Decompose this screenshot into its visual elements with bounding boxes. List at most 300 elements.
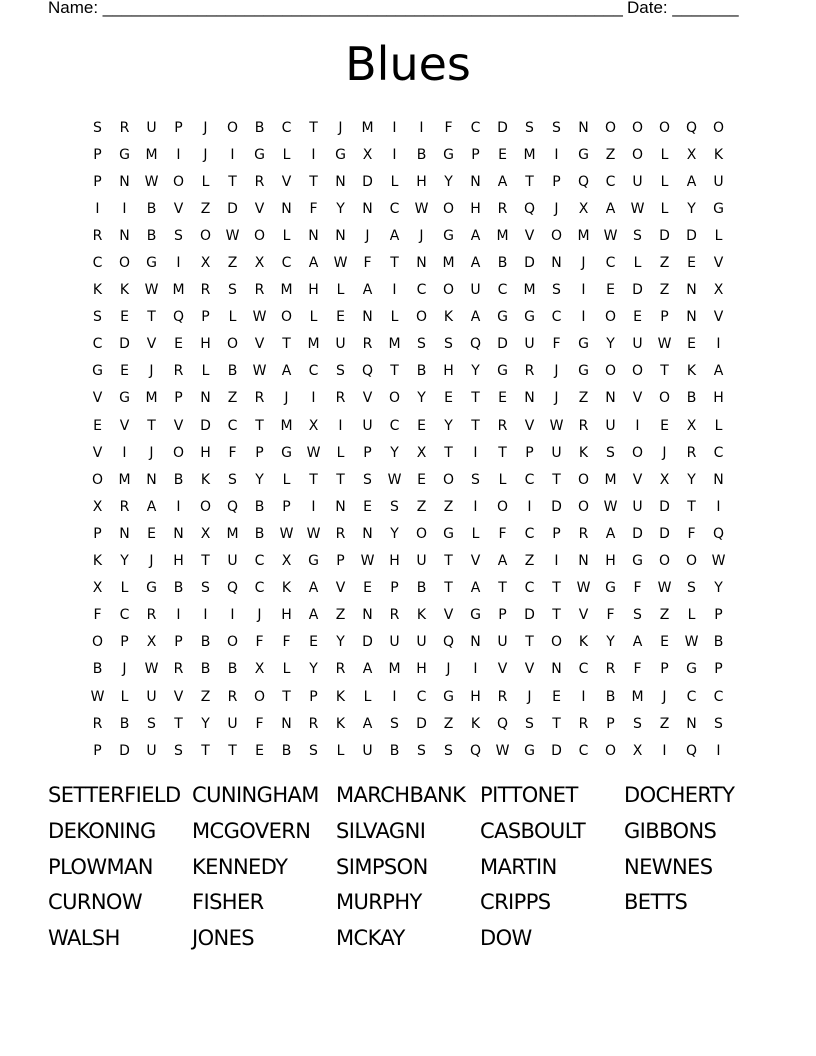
grid-letter: E xyxy=(660,634,669,651)
grid-letter: A xyxy=(470,255,481,272)
grid-letter: O xyxy=(550,634,563,651)
grid-letter: J xyxy=(662,688,667,705)
grid-letter: S xyxy=(444,336,453,353)
grid-letter: X xyxy=(146,634,157,651)
grid-letter: O xyxy=(226,119,239,136)
grid-letter: Y xyxy=(201,715,210,732)
grid-row xyxy=(84,439,732,466)
word-bank-item: KENNEDY xyxy=(192,854,288,879)
grid-letter: P xyxy=(93,146,102,163)
grid-letter: L xyxy=(282,146,291,163)
grid-letter: I xyxy=(716,498,721,515)
grid-letter: D xyxy=(551,498,562,515)
grid-letter: O xyxy=(226,634,239,651)
grid-letter: T xyxy=(444,580,453,597)
grid-letter: P xyxy=(660,309,669,326)
grid-letter: L xyxy=(336,742,345,759)
grid-letter: A xyxy=(470,227,481,244)
grid-letter: T xyxy=(336,471,345,488)
grid-letter: U xyxy=(470,282,481,299)
grid-letter: B xyxy=(200,661,211,678)
grid-letter: T xyxy=(201,742,210,759)
grid-letter: H xyxy=(308,282,319,299)
grid-letter: K xyxy=(92,553,103,570)
grid-letter: V xyxy=(713,255,724,272)
grid-letter: Y xyxy=(687,471,696,488)
grid-letter: W xyxy=(144,282,159,299)
grid-letter: T xyxy=(309,173,318,190)
grid-letter: J xyxy=(554,200,559,217)
grid-letter: Z xyxy=(659,607,670,624)
grid-letter: M xyxy=(577,227,590,244)
grid-letter: Z xyxy=(227,390,238,407)
grid-letter: S xyxy=(390,498,399,515)
grid-row xyxy=(84,412,732,439)
grid-letter: A xyxy=(308,580,319,597)
grid-letter: E xyxy=(120,309,129,326)
grid-row xyxy=(84,602,732,629)
grid-letter: P xyxy=(714,607,723,624)
word-bank-item: MARTIN xyxy=(480,854,557,879)
grid-letter: L xyxy=(201,173,210,190)
grid-letter: I xyxy=(230,146,235,163)
grid-row xyxy=(84,222,732,249)
grid-letter: O xyxy=(631,146,644,163)
grid-letter: G xyxy=(578,146,589,163)
grid-letter: H xyxy=(605,553,616,570)
grid-letter: O xyxy=(550,227,563,244)
grid-letter: Q xyxy=(226,498,239,515)
grid-letter: F xyxy=(444,119,453,136)
grid-letter: S xyxy=(228,282,237,299)
grid-letter: T xyxy=(228,742,237,759)
word-bank-item: CUNINGHAM xyxy=(192,783,319,807)
grid-letter: X xyxy=(281,553,292,570)
grid-letter: E xyxy=(120,363,129,380)
grid-letter: B xyxy=(146,227,157,244)
grid-letter: R xyxy=(254,390,265,407)
grid-letter: Q xyxy=(685,119,698,136)
grid-letter: X xyxy=(578,200,589,217)
grid-letter: O xyxy=(577,498,590,515)
grid-letter: S xyxy=(633,227,642,244)
grid-letter: Y xyxy=(714,580,723,597)
grid-letter: L xyxy=(282,471,291,488)
word-bank-item: CRIPPS xyxy=(480,890,551,915)
grid-letter: I xyxy=(338,417,343,434)
grid-letter: X xyxy=(200,255,211,272)
grid-letter: K xyxy=(443,309,454,326)
grid-letter: Q xyxy=(469,336,482,353)
grid-letter: I xyxy=(203,607,208,624)
grid-letter: R xyxy=(686,444,697,461)
grid-letter: T xyxy=(228,173,237,190)
grid-letter: J xyxy=(581,255,586,272)
grid-letter: I xyxy=(662,742,667,759)
grid-letter: Y xyxy=(606,336,615,353)
grid-letter: J xyxy=(149,363,154,380)
grid-letter: K xyxy=(578,444,589,461)
grid-letter: C xyxy=(416,282,427,299)
grid-letter: T xyxy=(282,336,291,353)
grid-letter: A xyxy=(308,607,319,624)
grid-letter: V xyxy=(524,661,535,678)
grid-letter: I xyxy=(392,282,397,299)
grid-letter: X xyxy=(362,146,373,163)
grid-letter: C xyxy=(578,742,589,759)
word-bank-item: CURNOW xyxy=(48,890,143,915)
grid-letter: J xyxy=(257,607,262,624)
grid-letter: M xyxy=(631,688,644,705)
grid-letter: U xyxy=(416,634,427,651)
grid-letter: X xyxy=(632,742,643,759)
grid-letter: T xyxy=(552,580,561,597)
grid-letter: K xyxy=(119,282,130,299)
grid-letter: R xyxy=(146,607,157,624)
grid-letter: T xyxy=(444,553,453,570)
grid-letter: V xyxy=(524,227,535,244)
grid-letter: N xyxy=(200,390,211,407)
grid-letter: B xyxy=(173,471,184,488)
grid-letter: D xyxy=(497,336,508,353)
grid-letter: R xyxy=(254,282,265,299)
grid-letter: V xyxy=(92,390,103,407)
grid-letter: M xyxy=(361,119,374,136)
grid-letter: M xyxy=(226,525,239,542)
grid-letter: T xyxy=(309,471,318,488)
grid-letter: A xyxy=(146,498,157,515)
grid-letter: T xyxy=(471,390,480,407)
word-bank-item: MURPHY xyxy=(336,890,422,915)
grid-letter: V xyxy=(254,336,265,353)
grid-letter: F xyxy=(633,580,642,597)
grid-letter: E xyxy=(147,525,156,542)
grid-letter: Q xyxy=(361,363,374,380)
grid-letter: F xyxy=(606,607,615,624)
grid-letter: T xyxy=(687,498,696,515)
grid-letter: U xyxy=(146,119,157,136)
grid-letter: P xyxy=(552,173,561,190)
grid-letter: X xyxy=(308,417,319,434)
grid-letter: S xyxy=(363,471,372,488)
grid-row xyxy=(84,168,732,195)
grid-letter: N xyxy=(119,525,130,542)
grid-letter: N xyxy=(578,553,589,570)
grid-letter: E xyxy=(309,634,318,651)
grid-letter: B xyxy=(254,119,265,136)
grid-letter: E xyxy=(417,471,426,488)
grid-letter: D xyxy=(119,336,130,353)
grid-letter: P xyxy=(552,525,561,542)
grid-letter: E xyxy=(660,417,669,434)
grid-letter: Y xyxy=(444,417,453,434)
grid-letter: M xyxy=(523,282,536,299)
grid-letter: L xyxy=(714,417,723,434)
grid-letter: L xyxy=(714,227,723,244)
grid-letter: D xyxy=(632,525,643,542)
grid-letter: W xyxy=(657,336,672,353)
grid-letter: U xyxy=(632,336,643,353)
grid-letter: A xyxy=(470,580,481,597)
grid-letter: X xyxy=(659,471,670,488)
grid-letter: N xyxy=(578,119,589,136)
grid-letter: G xyxy=(254,146,265,163)
grid-letter: I xyxy=(176,498,181,515)
grid-row xyxy=(84,656,732,683)
grid-letter: B xyxy=(173,580,184,597)
grid-letter: R xyxy=(605,661,616,678)
grid-letter: S xyxy=(201,580,210,597)
grid-letter: I xyxy=(176,607,181,624)
grid-letter: O xyxy=(415,525,428,542)
grid-letter: H xyxy=(713,390,724,407)
grid-letter: P xyxy=(390,580,399,597)
grid-row xyxy=(84,277,732,304)
grid-letter: R xyxy=(578,715,589,732)
grid-letter: X xyxy=(254,661,265,678)
grid-letter: B xyxy=(416,363,427,380)
grid-letter: D xyxy=(659,227,670,244)
grid-letter: P xyxy=(714,661,723,678)
grid-letter: Z xyxy=(335,607,346,624)
grid-letter: U xyxy=(335,336,346,353)
grid-letter: S xyxy=(309,742,318,759)
grid-letter: M xyxy=(280,417,293,434)
grid-letter: U xyxy=(632,173,643,190)
grid-letter: C xyxy=(524,471,535,488)
grid-letter: H xyxy=(281,607,292,624)
grid-letter: V xyxy=(632,471,643,488)
grid-letter: F xyxy=(363,255,372,272)
word-bank-item: MCGOVERN xyxy=(192,818,311,843)
grid-letter: I xyxy=(392,119,397,136)
word-bank-item: BETTS xyxy=(624,890,688,915)
grid-letter: A xyxy=(632,634,643,651)
grid-letter: L xyxy=(282,227,291,244)
grid-letter: N xyxy=(524,390,535,407)
word-bank-item: PITTONET xyxy=(480,783,578,807)
grid-letter: W xyxy=(306,525,321,542)
grid-letter: O xyxy=(226,336,239,353)
grid-letter: C xyxy=(524,580,535,597)
grid-letter: I xyxy=(311,498,316,515)
grid-letter: L xyxy=(120,580,129,597)
grid-row xyxy=(84,493,732,520)
grid-letter: I xyxy=(527,498,532,515)
grid-letter: H xyxy=(200,444,211,461)
grid-letter: Z xyxy=(659,255,670,272)
grid-letter: W xyxy=(306,444,321,461)
grid-letter: S xyxy=(228,471,237,488)
grid-letter: E xyxy=(633,309,642,326)
grid-letter: N xyxy=(173,525,184,542)
grid-letter: M xyxy=(145,146,158,163)
grid-letter: Z xyxy=(200,200,211,217)
grid-letter: I xyxy=(473,444,478,461)
grid-letter: J xyxy=(527,688,532,705)
grid-letter: S xyxy=(633,607,642,624)
grid-letter: F xyxy=(282,634,291,651)
grid-letter: O xyxy=(415,309,428,326)
grid-letter: P xyxy=(174,634,183,651)
grid-letter: B xyxy=(497,255,508,272)
grid-letter: Q xyxy=(523,200,536,217)
grid-letter: B xyxy=(605,688,616,705)
grid-letter: O xyxy=(199,498,212,515)
grid-letter: D xyxy=(362,634,373,651)
grid-letter: L xyxy=(633,255,642,272)
grid-letter: T xyxy=(282,688,291,705)
grid-letter: O xyxy=(388,390,401,407)
grid-row xyxy=(84,114,732,141)
grid-letter: O xyxy=(253,688,266,705)
grid-letter: K xyxy=(92,282,103,299)
grid-letter: I xyxy=(554,553,559,570)
grid-letter: G xyxy=(497,309,508,326)
grid-letter: T xyxy=(147,417,156,434)
grid-letter: Y xyxy=(336,200,345,217)
grid-letter: Y xyxy=(255,471,264,488)
grid-letter: N xyxy=(416,255,427,272)
grid-letter: L xyxy=(363,688,372,705)
grid-letter: G xyxy=(335,146,346,163)
word-bank-item: PLOWMAN xyxy=(48,854,153,879)
grid-letter: R xyxy=(119,119,130,136)
grid-letter: C xyxy=(551,309,562,326)
grid-letter: G xyxy=(119,390,130,407)
grid-letter: V xyxy=(173,688,184,705)
grid-letter: C xyxy=(389,200,400,217)
grid-letter: I xyxy=(176,146,181,163)
grid-letter: I xyxy=(635,417,640,434)
grid-letter: H xyxy=(443,363,454,380)
grid-letter: N xyxy=(551,255,562,272)
grid-letter: S xyxy=(525,119,534,136)
grid-letter: C xyxy=(92,255,103,272)
grid-letter: T xyxy=(471,417,480,434)
grid-letter: H xyxy=(200,336,211,353)
grid-letter: N xyxy=(605,390,616,407)
grid-letter: G xyxy=(524,742,535,759)
grid-letter: C xyxy=(497,282,508,299)
grid-row xyxy=(84,683,732,710)
grid-letter: L xyxy=(687,607,696,624)
grid-letter: P xyxy=(363,444,372,461)
grid-letter: J xyxy=(149,553,154,570)
grid-letter: I xyxy=(392,688,397,705)
grid-letter: I xyxy=(122,444,127,461)
grid-letter: C xyxy=(713,444,724,461)
grid-letter: I xyxy=(473,661,478,678)
grid-letter: X xyxy=(92,498,103,515)
grid-letter: S xyxy=(687,580,696,597)
grid-letter: C xyxy=(254,553,265,570)
grid-letter: G xyxy=(119,146,130,163)
grid-letter: O xyxy=(577,471,590,488)
grid-letter: M xyxy=(145,390,158,407)
grid-letter: I xyxy=(392,146,397,163)
grid-letter: N xyxy=(470,634,481,651)
grid-letter: N xyxy=(713,471,724,488)
grid-letter: G xyxy=(281,444,292,461)
grid-letter: D xyxy=(362,173,373,190)
grid-letter: C xyxy=(524,525,535,542)
grid-letter: M xyxy=(388,336,401,353)
grid-letter: I xyxy=(473,498,478,515)
grid-letter: S xyxy=(606,444,615,461)
grid-letter: O xyxy=(118,255,131,272)
grid-letter: S xyxy=(633,715,642,732)
grid-letter: U xyxy=(227,715,238,732)
grid-letter: R xyxy=(524,363,535,380)
grid-letter: P xyxy=(93,742,102,759)
grid-letter: D xyxy=(524,255,535,272)
grid-letter: W xyxy=(711,553,726,570)
grid-letter: C xyxy=(713,688,724,705)
grid-letter: B xyxy=(254,498,265,515)
grid-letter: Z xyxy=(443,715,454,732)
grid-letter: T xyxy=(444,444,453,461)
grid-letter: R xyxy=(227,688,238,705)
grid-row xyxy=(84,195,732,222)
grid-letter: U xyxy=(389,634,400,651)
grid-letter: Q xyxy=(469,742,482,759)
grid-letter: O xyxy=(172,173,185,190)
word-bank-item: DOW xyxy=(480,926,532,951)
grid-letter: B xyxy=(227,363,238,380)
grid-letter: R xyxy=(119,498,130,515)
grid-letter: D xyxy=(659,498,670,515)
grid-letter: U xyxy=(713,173,724,190)
grid-letter: Z xyxy=(416,498,427,515)
grid-letter: P xyxy=(174,390,183,407)
grid-letter: M xyxy=(388,661,401,678)
grid-letter: W xyxy=(252,309,267,326)
grid-letter: S xyxy=(552,119,561,136)
grid-letter: L xyxy=(390,309,399,326)
grid-letter: H xyxy=(470,688,481,705)
grid-letter: E xyxy=(363,498,372,515)
grid-letter: Y xyxy=(390,444,399,461)
grid-letter: N xyxy=(119,227,130,244)
grid-row xyxy=(84,304,732,331)
grid-letter: T xyxy=(660,363,669,380)
grid-letter: P xyxy=(606,715,615,732)
grid-letter: H xyxy=(173,553,184,570)
grid-letter: W xyxy=(495,742,510,759)
grid-letter: O xyxy=(253,227,266,244)
grid-letter: D xyxy=(227,200,238,217)
word-bank-item: CASBOULT xyxy=(480,818,586,843)
grid-letter: L xyxy=(282,661,291,678)
grid-letter: R xyxy=(308,715,319,732)
grid-letter: K xyxy=(335,715,346,732)
grid-letter: M xyxy=(172,282,185,299)
grid-letter: A xyxy=(605,200,616,217)
grid-letter: I xyxy=(581,309,586,326)
grid-letter: U xyxy=(497,634,508,651)
grid-letter: B xyxy=(200,634,211,651)
grid-letter: K xyxy=(416,607,427,624)
grid-letter: T xyxy=(552,715,561,732)
grid-letter: G xyxy=(308,553,319,570)
grid-letter: S xyxy=(174,227,183,244)
grid-letter: D xyxy=(524,607,535,624)
grid-letter: Z xyxy=(578,390,589,407)
grid-letter: Y xyxy=(444,173,453,190)
grid-letter: S xyxy=(147,715,156,732)
grid-letter: V xyxy=(173,417,184,434)
